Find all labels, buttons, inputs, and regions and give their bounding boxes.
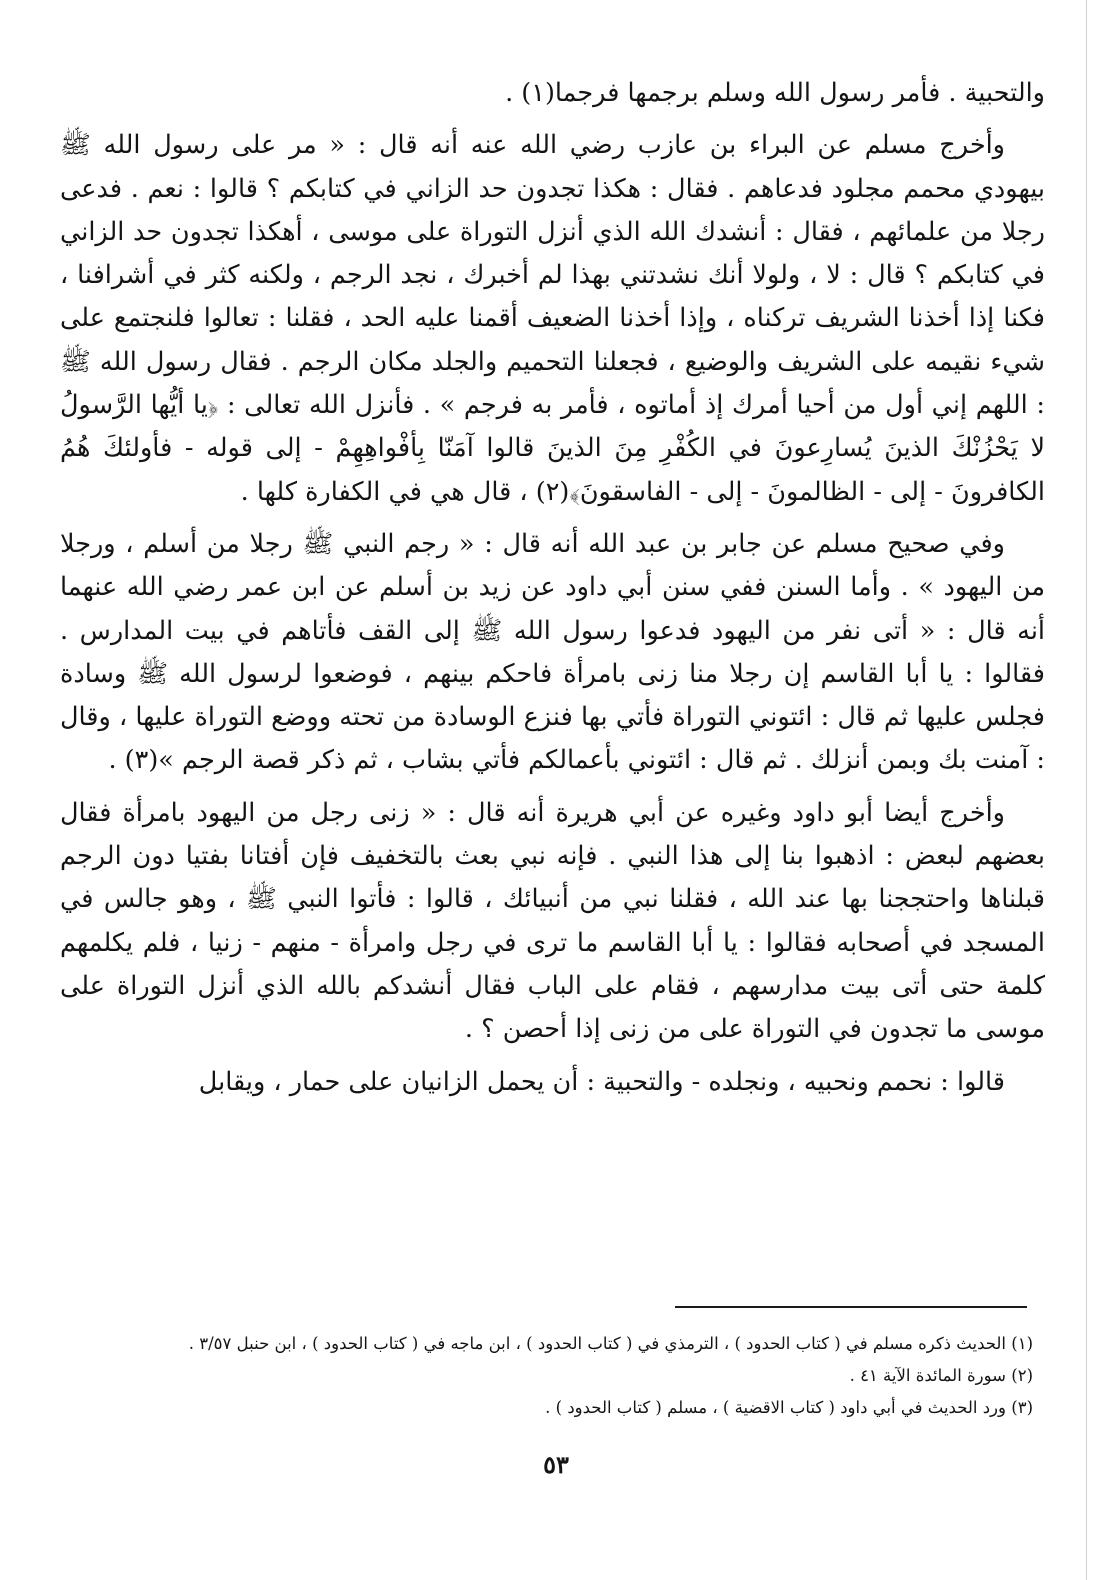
page-edge-line <box>1086 0 1087 1580</box>
footnotes <box>60 1328 1033 1424</box>
paragraph-5: قالوا : نحمم ونحبيه ، ونجلده - والتحبية : أن يحمل الزانيان على حمار ، ويقابل <box>198 1066 1005 1097</box>
footnote-1: (١) الحديث ذكره مسلم في ( كتاب الحدود ) ، الترمذي في ( كتاب الحدود ) ، ابن ماجه في ( كتاب الحدود ) ، ابن حنبل ٣/٥٧ . <box>188 1334 1033 1353</box>
main-text-body <box>60 72 1045 1113</box>
paragraph-4: وأخرج أيضا أبو داود وغيره عن أبي هريرة أنه قال : « زنى رجل من اليهود بامرأة فقال بعضهم لبعض : اذهبوا بنا إلى هذا النبي . فإنه نبي بعث بالتخفيف فإن أفتانا بفتيا دون الرجم قبلناها واحتججنا بها عند الله ، فقلنا نبي من أنبيائك ، قالوا : فأتوا النبي ﷺ ، وهو جالس في المسجد في أصحابه فقالوا : يا أبا القاسم ما ترى في رجل وامرأة - منهم - زنيا ، فلم يكلمهم كلمة حتى أتى بيت مدارسهم ، فقام على الباب فقال أنشدكم بالله الذي أنزل التوراة على موسى ما تجدون في التوراة على من زنى إذا أحصن ؟ . <box>60 797 1045 1045</box>
footnote-3: (٣) ورد الحديث في أبي داود ( كتاب الاقضية ) ، مسلم ( كتاب الحدود ) . <box>545 1398 1033 1417</box>
paragraph-3: وفي صحيح مسلم عن جابر بن عبد الله أنه قال : « رجم النبي ﷺ رجلا من أسلم ، ورجلا من اليهود » . وأما السنن ففي سنن أبي داود عن زيد بن أسلم عن ابن عمر رضي الله عنهما أنه قال : « أتى نفر من اليهود فدعوا رسول الله ﷺ إلى القف فأتاهم في بيت المدارس . فقالوا : يا أبا القاسم إن رجلا منا زنى بامرأة فاحكم بينهم ، فوضعوا لرسول الله ﷺ وسادة فجلس عليها ثم قال : ائتوني التوراة فأتي بها فنزع الوسادة من تحته ووضع التوراة عليها ، وقال : آمنت بك وبمن أنزلك . ثم قال : ائتوني بأعمالكم فأتي بشاب ، ثم ذكر قصة الرجم »(٣) . <box>60 528 1045 776</box>
footnote-2: (٢) سورة المائدة الآية ٤١ . <box>849 1366 1033 1385</box>
paragraph-2: وأخرج مسلم عن البراء بن عازب رضي الله عنه أنه قال : « مر على رسول الله ﷺ بيهودي محمم مجلود فدعاهم . فقال : هكذا تجدون حد الزاني في كتابكم ؟ قالوا : نعم . فدعى رجلا من علمائهم ، فقال : أنشدك الله الذي أنزل التوراة على موسى ، أهكذا تجدون حد الزاني في كتابكم ؟ قال : لا ، ولولا أنك نشدتني بهذا لم أخبرك ، نجد الرجم ، ولكنه كثر في أشرافنا ، فكنا إذا أخذنا الشريف تركناه ، وإذا أخذنا الضعيف أقمنا عليه الحد ، فقلنا : تعالوا فلنجتمع على شيء نقيمه على الشريف والوضيع ، فجعلنا التحميم والجلد مكان الرجم . فقال رسول الله ﷺ : اللهم إني أول من أحيا أمرك إذ أماتوه ، فأمر به فرجم » . فأنزل الله تعالى : ﴿يا أيُّها الرَّسولُ لا يَحْزُنْكَ الذينَ يُسارِعونَ في الكُفْرِ مِنَ الذينَ قالوا آمَنّا بِأفْواهِهِمْ - إلى قوله - فأولئكَ هُمُ الكافرونَ - إلى - الظالمونَ - إلى - الفاسقونَ﴾(٢) ، قال هي في الكفارة كلها . <box>60 130 1045 507</box>
footnote-separator <box>675 1306 1027 1308</box>
page-number: ٥٣ <box>543 1450 569 1479</box>
paragraph-1: والتحبية . فأمر رسول الله وسلم برجمها فرجما(١) . <box>505 78 1045 108</box>
